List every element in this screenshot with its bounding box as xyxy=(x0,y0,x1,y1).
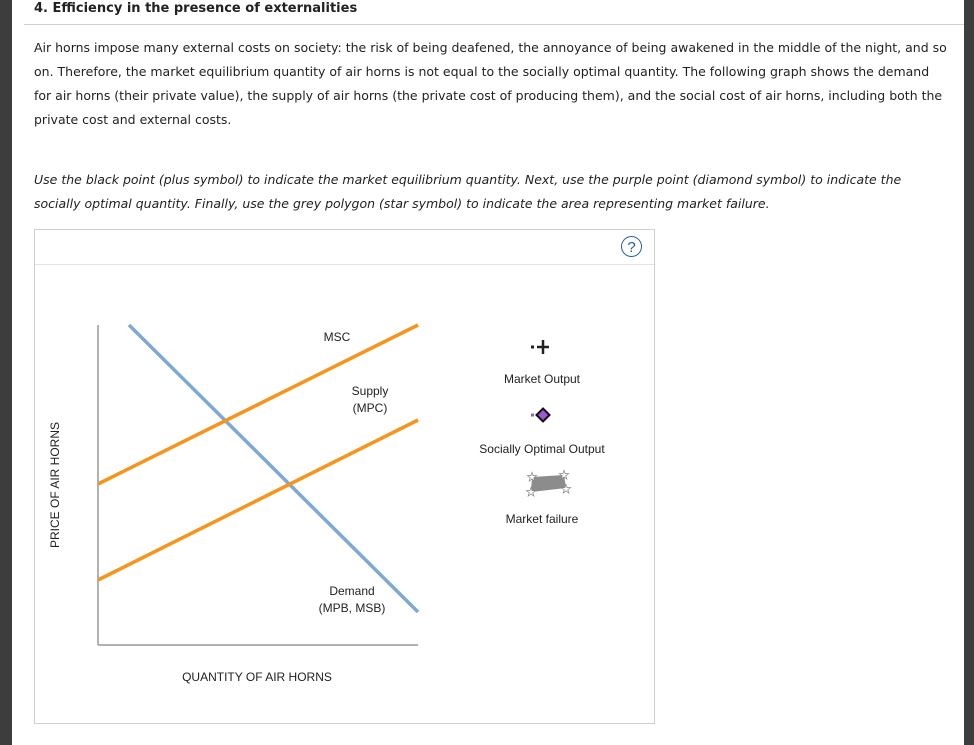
window-right-edge xyxy=(964,0,974,745)
supply-label-mpc: (MPC) xyxy=(352,401,388,415)
diamond-icon xyxy=(537,409,550,422)
star-icon: ★ xyxy=(525,485,537,499)
market-failure-label: Market failure xyxy=(505,512,579,526)
plus-point-tool[interactable] xyxy=(531,340,549,354)
title-divider xyxy=(24,24,964,25)
x-axis-label: QUANTITY OF AIR HORNS xyxy=(182,670,332,684)
help-icon[interactable]: ? xyxy=(621,236,642,257)
msc-label: MSC xyxy=(323,330,351,344)
demand-curve xyxy=(129,325,418,612)
demand-label: Demand xyxy=(329,584,375,598)
polygon-area-tool[interactable] xyxy=(526,468,572,499)
intro-paragraph: Air horns impose many external costs on society: the risk of being deafened, the annoyance of being awakened in the middle of the night, and so on. Therefore, the market equilibrium quantity of air horns is not equal to the socially optimal quantity. The following graph shows the demand for air horns (their private value), the supply of air horns (the private cost of producing them), and the social cost of air horns, including both the private cost and external costs. xyxy=(34,40,947,127)
window-left-edge xyxy=(0,0,12,745)
instructions-paragraph: Use the black point (plus symbol) to indicate the market equilibrium quantity. Next, use the purple point (diamond symbol) to indicate the socially optimal quantity. Finally, use the grey polygon (star symbol) to indicate the area representing market failure. xyxy=(34,172,902,211)
question-title: 4. Efficiency in the presence of externalities xyxy=(34,1,358,16)
star-icon: ★ xyxy=(526,470,538,484)
graph-container xyxy=(34,229,655,724)
market-output-label: Market Output xyxy=(503,372,581,386)
supply-curve xyxy=(98,420,418,580)
star-icon: ★ xyxy=(560,482,572,496)
demand-label-mpb: (MPB, MSB) xyxy=(318,601,386,615)
plus-drag-handle xyxy=(531,346,534,349)
socially-optimal-label: Socially Optimal Output xyxy=(479,442,605,456)
y-axis-label: PRICE OF AIR HORNS xyxy=(48,421,62,549)
question-panel xyxy=(12,0,964,745)
star-icon: ★ xyxy=(558,468,570,482)
supply-label: Supply xyxy=(351,384,389,398)
diamond-drag-handle xyxy=(531,414,534,417)
diamond-point-tool[interactable] xyxy=(531,409,550,422)
graph-canvas[interactable] xyxy=(35,230,654,723)
